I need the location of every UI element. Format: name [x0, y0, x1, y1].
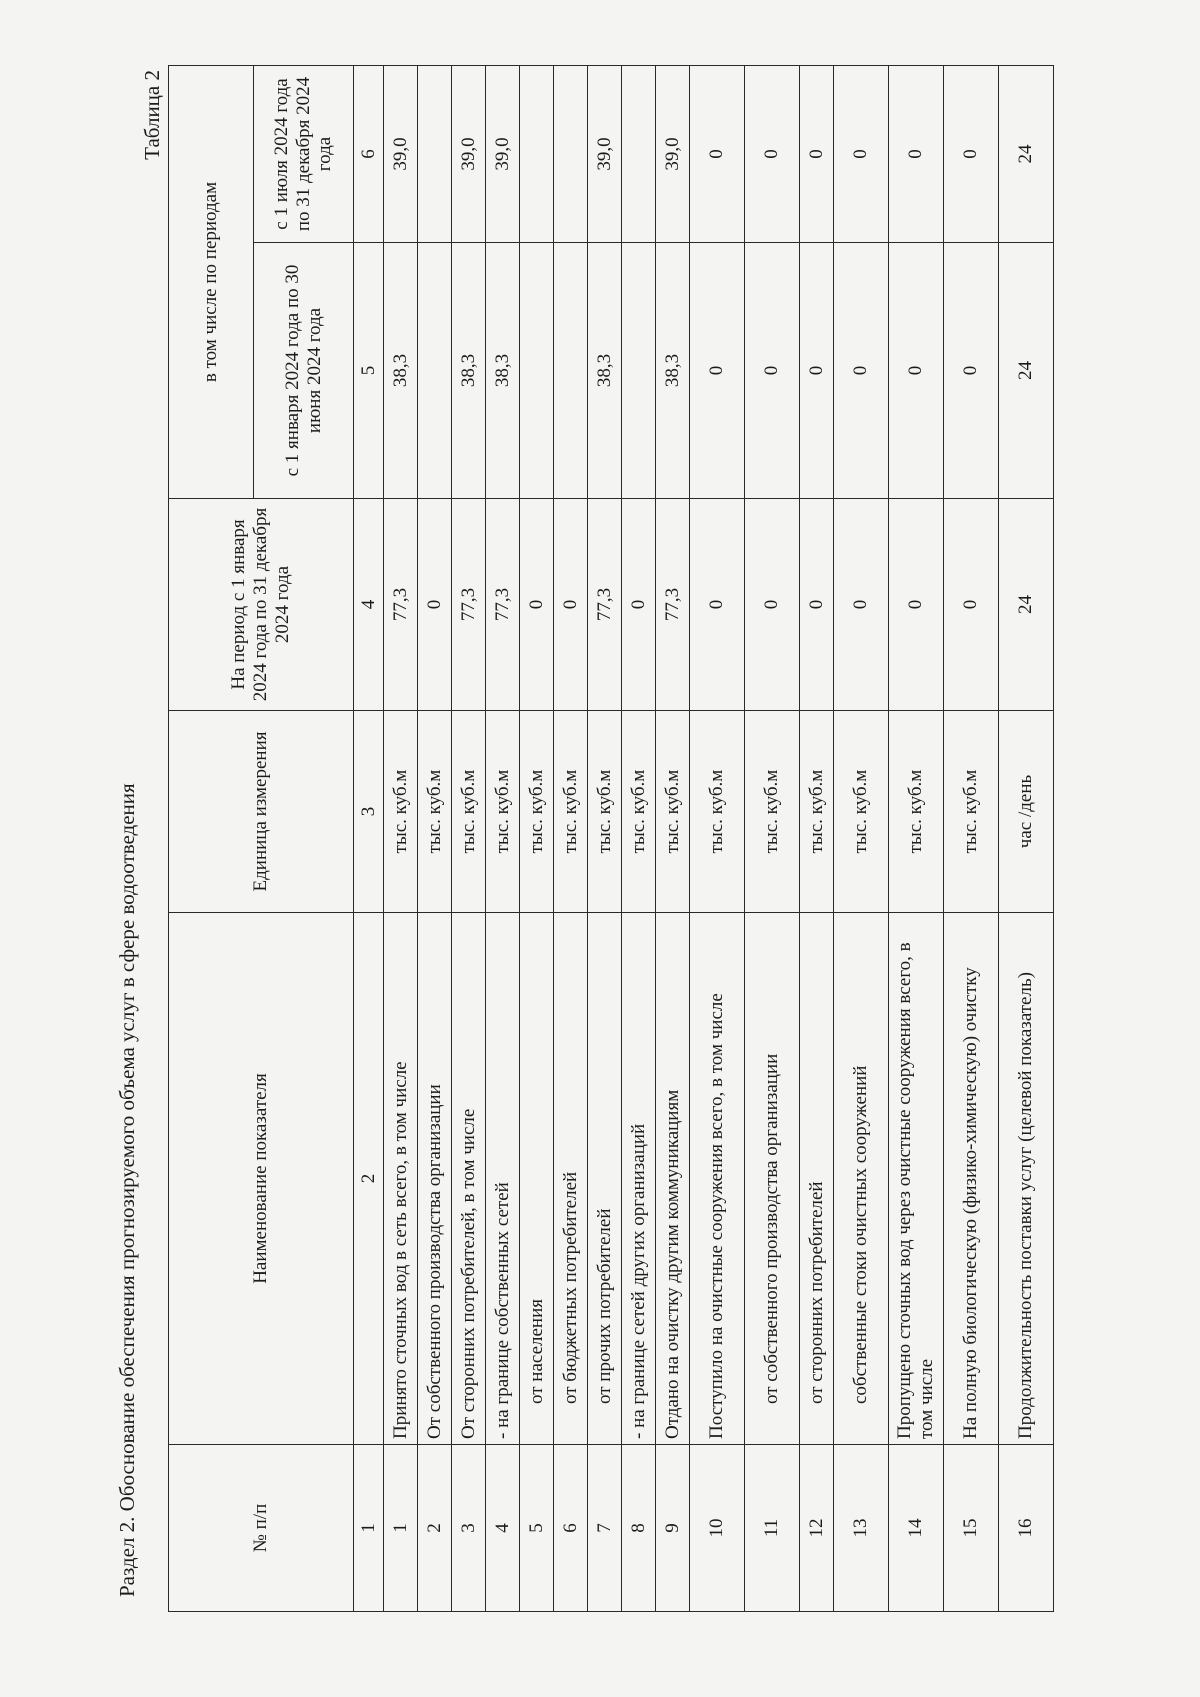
row-number: 16: [999, 1445, 1054, 1612]
row-indicator-name: Продолжительность поставки услуг (целевой показатель): [999, 913, 1054, 1445]
table-row: [834, 66, 889, 1612]
row-first-half-value: 0: [834, 243, 889, 499]
table-row: [486, 66, 520, 1612]
row-total-value: 0: [800, 499, 834, 711]
row-first-half-value: 38,3: [384, 243, 418, 499]
table-row: [622, 66, 656, 1612]
row-second-half-value: 24: [999, 66, 1054, 243]
section-title: Раздел 2. Обоснование обеспечения прогнозируемого объема услуг в сфере водоотведения: [115, 783, 139, 1597]
table-row: [554, 66, 588, 1612]
row-number: 6: [554, 1445, 588, 1612]
row-total-value: 0: [622, 499, 656, 711]
row-first-half-value: [418, 243, 452, 499]
row-second-half-value: 0: [800, 66, 834, 243]
row-number: 12: [800, 1445, 834, 1612]
row-first-half-value: [622, 243, 656, 499]
row-first-half-value: [554, 243, 588, 499]
row-second-half-value: 0: [690, 66, 745, 243]
row-unit: тыс. куб.м: [520, 711, 554, 913]
row-first-half-value: 38,3: [486, 243, 520, 499]
column-index-row: [354, 66, 384, 1612]
table-row: [520, 66, 554, 1612]
row-second-half-value: 39,0: [588, 66, 622, 243]
row-total-value: 0: [690, 499, 745, 711]
row-indicator-name: от прочих потребителей: [588, 913, 622, 1445]
row-first-half-value: 24: [999, 243, 1054, 499]
column-index: 2: [354, 913, 384, 1445]
row-total-value: 77,3: [384, 499, 418, 711]
row-unit: тыс. куб.м: [418, 711, 452, 913]
row-second-half-value: [622, 66, 656, 243]
row-total-value: 24: [999, 499, 1054, 711]
row-total-value: 0: [944, 499, 999, 711]
row-unit: тыс. куб.м: [834, 711, 889, 913]
row-indicator-name: От собственного производства организации: [418, 913, 452, 1445]
row-number: 8: [622, 1445, 656, 1612]
row-first-half-value: 0: [889, 243, 944, 499]
row-number: 5: [520, 1445, 554, 1612]
row-number: 2: [418, 1445, 452, 1612]
row-indicator-name: Принято сточных вод в сеть всего, в том числе: [384, 913, 418, 1445]
row-first-half-value: 38,3: [656, 243, 690, 499]
row-number: 14: [889, 1445, 944, 1612]
row-unit: тыс. куб.м: [384, 711, 418, 913]
table-row: [889, 66, 944, 1612]
row-total-value: 77,3: [588, 499, 622, 711]
header-group: в том числе по периодам: [169, 66, 254, 499]
row-total-value: 0: [418, 499, 452, 711]
row-second-half-value: 0: [834, 66, 889, 243]
row-first-half-value: [520, 243, 554, 499]
row-indicator-name: от собственного производства организации: [745, 913, 800, 1445]
header-first-half: с 1 января 2024 года по 30 июня 2024 года: [254, 243, 354, 499]
row-indicator-name: Отдано на очистку другим коммуникациям: [656, 913, 690, 1445]
column-index: 3: [354, 711, 384, 913]
row-number: 13: [834, 1445, 889, 1612]
row-first-half-value: 0: [690, 243, 745, 499]
row-number: 10: [690, 1445, 745, 1612]
row-number: 15: [944, 1445, 999, 1612]
column-index: 4: [354, 499, 384, 711]
row-total-value: 0: [745, 499, 800, 711]
row-first-half-value: 0: [800, 243, 834, 499]
row-total-value: 77,3: [452, 499, 486, 711]
row-unit: тыс. куб.м: [800, 711, 834, 913]
row-second-half-value: 0: [745, 66, 800, 243]
column-index: 6: [354, 66, 384, 243]
row-indicator-name: от сторонних потребителей: [800, 913, 834, 1445]
header-second-half: с 1 июля 2024 года по 31 декабря 2024 года: [254, 66, 354, 243]
table-row: [944, 66, 999, 1612]
row-total-value: 77,3: [486, 499, 520, 711]
header-num: № п/п: [169, 1445, 354, 1612]
row-first-half-value: 0: [944, 243, 999, 499]
table-row: [418, 66, 452, 1612]
volume-forecast-table: [168, 65, 1054, 1612]
row-first-half-value: 38,3: [452, 243, 486, 499]
row-second-half-value: [520, 66, 554, 243]
row-number: 4: [486, 1445, 520, 1612]
row-second-half-value: 0: [944, 66, 999, 243]
table-row: [690, 66, 745, 1612]
row-second-half-value: [554, 66, 588, 243]
row-second-half-value: 39,0: [384, 66, 418, 243]
table-row: [588, 66, 622, 1612]
row-indicator-name: собственные стоки очистных сооружений: [834, 913, 889, 1445]
column-index: 1: [354, 1445, 384, 1612]
table-row: [452, 66, 486, 1612]
row-total-value: 0: [554, 499, 588, 711]
table-row: [384, 66, 418, 1612]
table-row: [800, 66, 834, 1612]
row-indicator-name: - на границе сетей других организаций: [622, 913, 656, 1445]
row-unit: тыс. куб.м: [944, 711, 999, 913]
row-unit: тыс. куб.м: [656, 711, 690, 913]
header-unit: Единица измерения: [169, 711, 354, 913]
row-indicator-name: от населения: [520, 913, 554, 1445]
column-index: 5: [354, 243, 384, 499]
row-first-half-value: 38,3: [588, 243, 622, 499]
row-unit: тыс. куб.м: [889, 711, 944, 913]
row-number: 11: [745, 1445, 800, 1612]
row-total-value: 0: [834, 499, 889, 711]
row-second-half-value: 39,0: [452, 66, 486, 243]
row-number: 3: [452, 1445, 486, 1612]
row-total-value: 77,3: [656, 499, 690, 711]
row-second-half-value: 0: [889, 66, 944, 243]
row-unit: тыс. куб.м: [690, 711, 745, 913]
header-period: На период с 1 января 2024 года по 31 декабря 2024 года: [169, 499, 354, 711]
row-total-value: 0: [889, 499, 944, 711]
row-first-half-value: 0: [745, 243, 800, 499]
row-unit: тыс. куб.м: [588, 711, 622, 913]
table-caption: Таблица 2: [140, 70, 164, 160]
row-second-half-value: 39,0: [656, 66, 690, 243]
row-indicator-name: Пропущено сточных вод через очистные сооружения всего, в том числе: [889, 913, 944, 1445]
row-number: 1: [384, 1445, 418, 1612]
row-unit: тыс. куб.м: [486, 711, 520, 913]
row-indicator-name: От сторонних потребителей, в том числе: [452, 913, 486, 1445]
row-unit: тыс. куб.м: [554, 711, 588, 913]
row-indicator-name: На полную биологическую (физико-химическую) очистку: [944, 913, 999, 1445]
row-unit: тыс. куб.м: [622, 711, 656, 913]
row-indicator-name: Поступило на очистные сооружения всего, в том числе: [690, 913, 745, 1445]
row-unit: тыс. куб.м: [745, 711, 800, 913]
table-row: [656, 66, 690, 1612]
table-row: [745, 66, 800, 1612]
row-number: 7: [588, 1445, 622, 1612]
row-indicator-name: - на границе собственных сетей: [486, 913, 520, 1445]
row-unit: час /день: [999, 711, 1054, 913]
row-total-value: 0: [520, 499, 554, 711]
row-indicator-name: от бюджетных потребителей: [554, 913, 588, 1445]
row-second-half-value: [418, 66, 452, 243]
table-wrapper: [168, 66, 1054, 1612]
row-number: 9: [656, 1445, 690, 1612]
table-row: [999, 66, 1054, 1612]
row-unit: тыс. куб.м: [452, 711, 486, 913]
row-second-half-value: 39,0: [486, 66, 520, 243]
header-name: Наименование показателя: [169, 913, 354, 1445]
